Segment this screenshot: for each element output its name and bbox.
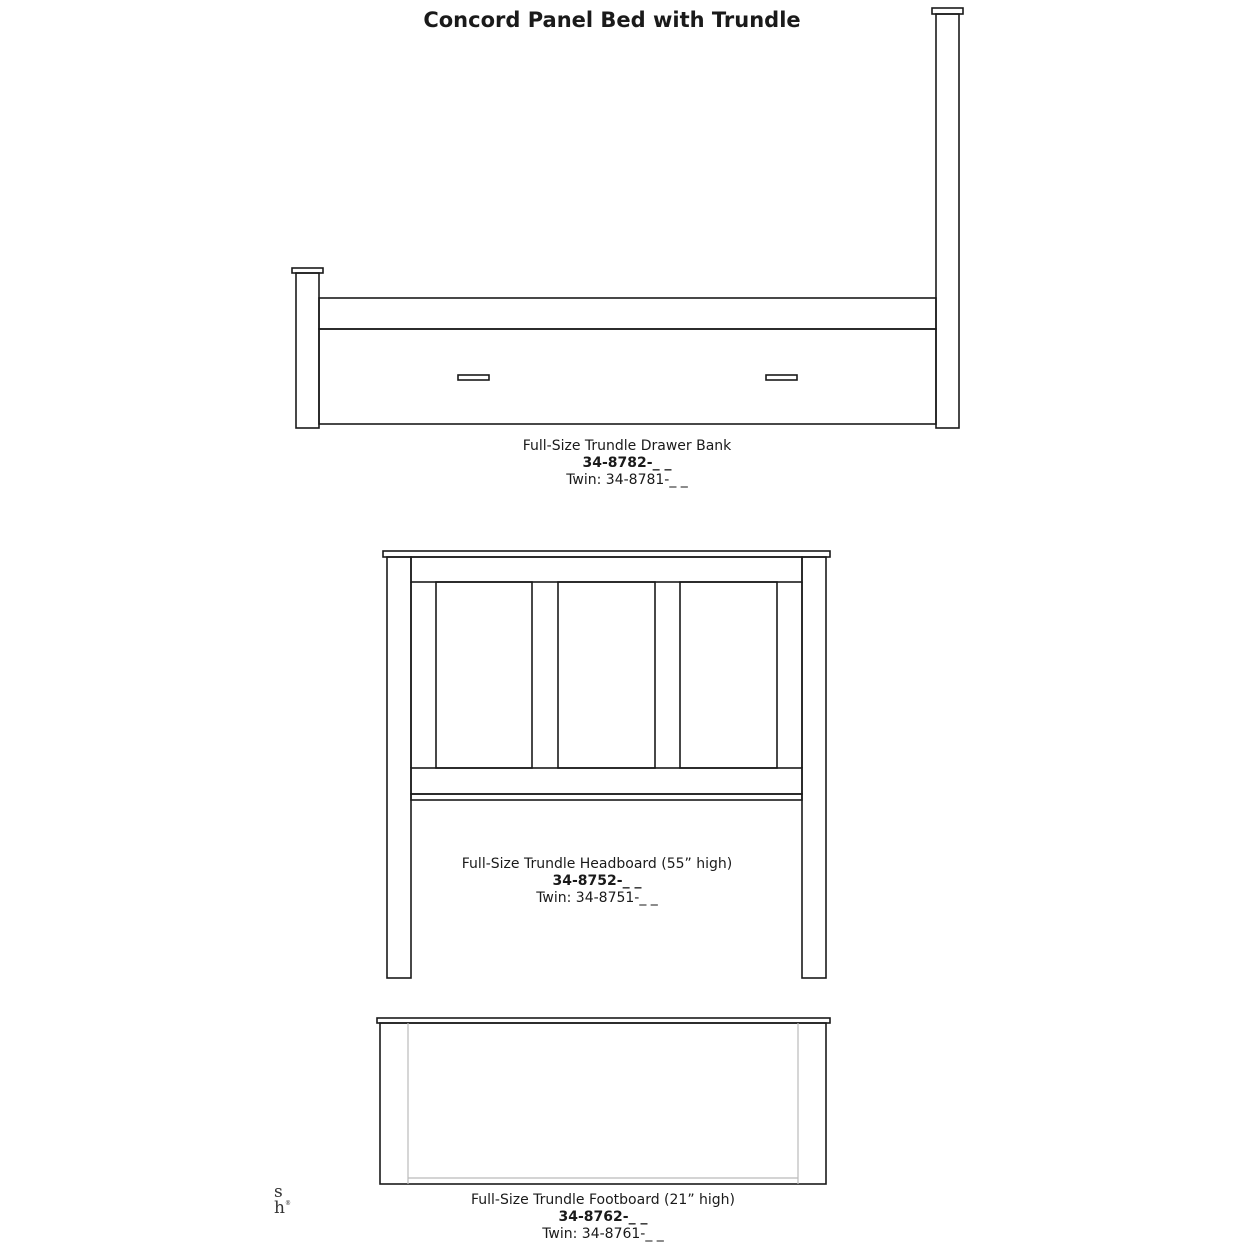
headboard-drawing (383, 551, 830, 978)
short-post (296, 273, 319, 428)
tall-post (936, 14, 959, 428)
drawer-bank-drawing (292, 8, 963, 428)
drawer-pull-right (766, 375, 797, 380)
footboard-drawing (377, 1018, 830, 1184)
trundle-drawer (319, 329, 936, 424)
footboard-name: Full-Size Trundle Footboard (21” high) (470, 1192, 736, 1208)
footboard-twin: Twin: 34-8761-_ _ (542, 1226, 664, 1242)
footboard-code: 34-8762-_ _ (558, 1209, 648, 1225)
footboard-body (380, 1023, 826, 1184)
logo-letter-h: h (274, 1198, 285, 1218)
tall-post-cap (932, 8, 963, 14)
headboard-caption (437, 856, 757, 907)
headboard-panel-2 (558, 582, 655, 768)
headboard-code: 34-8752-_ _ (552, 873, 642, 889)
diagram-title: Concord Panel Bed with Trundle (423, 8, 801, 32)
headboard-top-rail (411, 557, 802, 582)
headboard-left-post (387, 557, 411, 978)
headboard-panel-3 (680, 582, 777, 768)
drawer-bank-twin: Twin: 34-8781-_ _ (566, 472, 688, 488)
drawer-bank-code: 34-8782-_ _ (582, 455, 672, 471)
headboard-bottom-rail (411, 768, 802, 794)
logo-letter-s: s (274, 1182, 283, 1202)
headboard-twin: Twin: 34-8751-_ _ (536, 890, 658, 906)
headboard-top-cap (383, 551, 830, 557)
side-rail (319, 298, 936, 329)
drawer-bank-name: Full-Size Trundle Drawer Bank (522, 438, 732, 454)
drawer-bank-caption (477, 438, 777, 489)
footboard-caption (443, 1192, 763, 1243)
headboard-name: Full-Size Trundle Headboard (55” high) (461, 856, 733, 872)
drawer-pull-left (458, 375, 489, 380)
headboard-right-post (802, 557, 826, 978)
sh-logo (274, 1184, 296, 1220)
registered-mark: ® (285, 1200, 291, 1207)
headboard-bottom-strip (411, 794, 802, 800)
headboard-panel-1 (436, 582, 532, 768)
